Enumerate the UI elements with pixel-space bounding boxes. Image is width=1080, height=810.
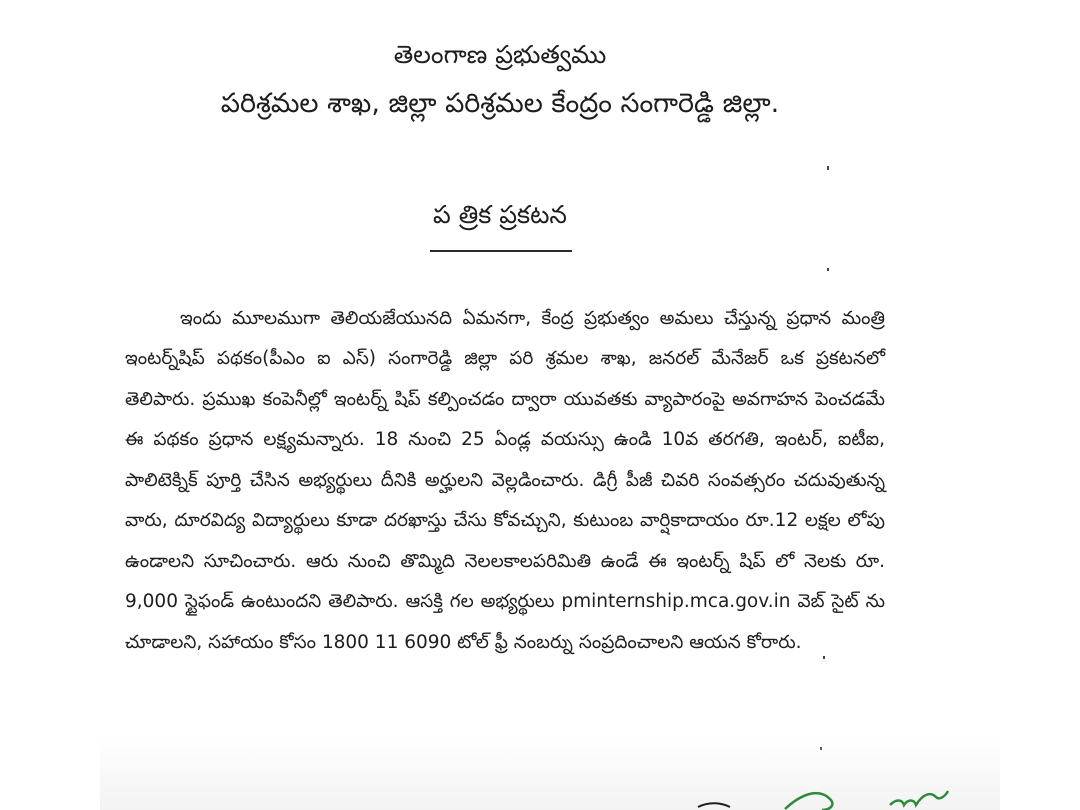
scan-speck — [827, 166, 829, 170]
title-underline — [430, 250, 572, 252]
press-release-body: ఇందు మూలముగా తెలియజేయునది ఏమనగా, కేంద్ర ప్రభుత్వం అమలు చేస్తున్న ప్రధాన మంత్రి ఇంటర్న్‌షిప్ పథకం(పీఎం ఐ ఎస్) సంగారెడ్డి జిల్లా పరి శ్రమల శాఖ, జనరల్ మేనేజర్ ఒక ప్రకటనలో తెలిపారు. ప్రముఖ కంపెనీల్లో ఇంటర్న్ షిప్ కల్పించడం ద్వారా యువతకు వ్యాపారంపై అవగాహన పెంచడమే ఈ పథకం ప్రధాన లక్ష్యమన్నారు. 18 నుంచి 25 ఏండ్ల వయస్సు ఉండి 10వ తరగతి, ఇంటర్, ఐటీఐ, పాలిటెక్నిక్ పూర్తి చేసిన అభ్యర్థులు దీనికి అర్హులని వెల్లడించారు. డిగ్రీ పీజీ చివరి సంవత్సరం చదువుతున్న వారు, దూరవిద్య విద్యార్థులు కూడా దరఖాస్తు చేసు కోవచ్చుని, కుటుంబ వార్షికాదాయం రూ.12 లక్షల లోపు ఉండాలని సూచించారు. ఆరు నుంచి తొమ్మిది నెలలకాలపరిమితి ఉండే ఈ ఇంటర్న్ షిప్ లో నెలకు రూ. 9,000 స్టైఫండ్ ఉంటుందని తెలిపారు. ఆసక్తి గల అభ్యర్థులు pminternship.mca.gov.in వెబ్ సైట్ ను చూడాలని, సహాయం కోసం 1800 11 6090 టోల్ ఫ్రీ నంబర్ను సంప్రదించాలని ఆయన కోరారు. — [125, 307, 885, 653]
scan-speck — [823, 656, 825, 659]
signature-mark — [690, 765, 970, 810]
scan-speck — [827, 268, 829, 271]
department-heading: పరిశ్రమల శాఖ, జిల్లా పరిశ్రమల కేంద్రం సంగారెడ్డి జిల్లా. — [220, 88, 780, 119]
press-release-title: ప త్రిక ప్రకటన — [433, 200, 567, 229]
government-heading: తెలంగాణ ప్రభుత్వము — [393, 40, 607, 69]
